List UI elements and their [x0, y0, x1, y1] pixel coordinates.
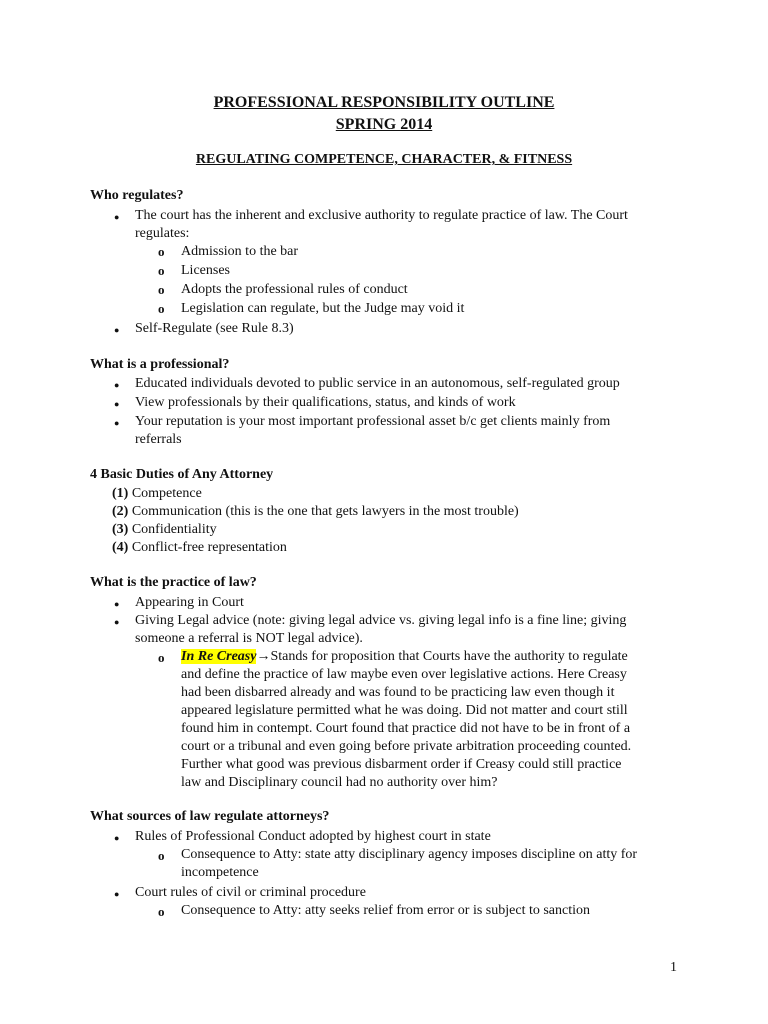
case-text: Stands for proposition that Courts have the authority to regulate: [270, 649, 628, 664]
bullet-icon: ●: [114, 889, 120, 899]
sub-list-item: Legislation can regulate, but the Judge may void it: [181, 301, 465, 316]
sub-list-item: Adopts the professional rules of conduct: [181, 282, 408, 297]
bullet-icon: ●: [114, 212, 120, 222]
case-line: had been disbarred already and was found to be practicing law even though it: [181, 685, 615, 700]
section-title: REGULATING COMPETENCE, CHARACTER, & FITNESS: [195, 152, 573, 167]
list-item-continued: someone a referral is NOT legal advice).: [135, 631, 363, 646]
sub-bullet-icon: o: [158, 301, 165, 316]
case-line: appeared legislature permitted what he was doing. Did not matter and court still: [181, 703, 628, 718]
duty-item: [112, 503, 519, 521]
heading-professional: What is a professional?: [90, 357, 230, 372]
duty-text: Communication (this is the one that gets lawyers in the most trouble): [131, 504, 519, 519]
sub-list-item: Consequence to Atty: state atty disciplinary agency imposes discipline on atty for: [181, 847, 638, 862]
duty-number: (4): [112, 540, 129, 555]
case-line: Further what good was previous disbarment order if Creasy could still practice: [181, 757, 622, 772]
duty-text: Competence: [131, 486, 202, 501]
sub-bullet-icon: o: [158, 650, 165, 665]
arrow-icon: →: [256, 649, 271, 664]
list-item: Educated individuals devoted to public service in an autonomous, self-regulated group: [135, 376, 620, 391]
duty-number: (3): [112, 522, 129, 537]
duty-number: (2): [112, 504, 129, 519]
bullet-icon: ●: [114, 833, 120, 843]
page-number: 1: [670, 960, 677, 975]
duty-text: Conflict-free representation: [131, 540, 287, 555]
sub-list-item: Admission to the bar: [181, 244, 299, 259]
sub-list-item: Consequence to Atty: atty seeks relief from error or is subject to sanction: [181, 903, 591, 918]
list-item: Appearing in Court: [135, 595, 244, 610]
bullet-icon: ●: [114, 325, 120, 335]
sub-bullet-icon: o: [158, 904, 165, 919]
list-item: Self-Regulate (see Rule 8.3): [135, 321, 294, 336]
heading-duties: 4 Basic Duties of Any Attorney: [90, 467, 274, 482]
document-title: PROFESSIONAL RESPONSIBILITY OUTLINE: [213, 94, 555, 111]
bullet-icon: ●: [114, 599, 120, 609]
case-name-highlight: In Re Creasy: [181, 649, 257, 664]
list-item: Rules of Professional Conduct adopted by highest court in state: [135, 829, 491, 844]
bullet-icon: ●: [114, 617, 120, 627]
bullet-icon: ●: [114, 380, 120, 390]
list-item: Court rules of civil or criminal procedure: [135, 885, 366, 900]
sub-bullet-icon: o: [158, 282, 165, 297]
heading-sources: What sources of law regulate attorneys?: [90, 809, 330, 824]
duty-item: [112, 521, 217, 539]
heading-who-regulates: Who regulates?: [90, 188, 184, 203]
list-item: View professionals by their qualifications, status, and kinds of work: [135, 395, 516, 410]
bullet-icon: ●: [114, 399, 120, 409]
list-item-continued: regulates:: [135, 226, 190, 241]
list-item-continued: referrals: [135, 432, 182, 447]
case-line: law and Disciplinary council had no authority over him?: [181, 775, 498, 790]
duty-number: (1): [112, 486, 129, 501]
list-item: Your reputation is your most important professional asset b/c get clients mainly from: [135, 414, 611, 429]
list-item: The court has the inherent and exclusive authority to regulate practice of law. The Court: [135, 208, 628, 223]
duty-text: Confidentiality: [131, 522, 217, 537]
case-line: court or a tribunal and even going before private arbitration proceeding counted.: [181, 739, 632, 754]
case-line: found him in contempt. Court found that practice did not have to be in front of a: [181, 721, 631, 736]
sub-list-item-continued: incompetence: [181, 865, 259, 880]
bullet-icon: ●: [114, 418, 120, 428]
case-line: [181, 648, 628, 666]
sub-bullet-icon: o: [158, 848, 165, 863]
list-item: Giving Legal advice (note: giving legal advice vs. giving legal info is a fine line; giving: [135, 613, 627, 628]
heading-practice: What is the practice of law?: [90, 575, 257, 590]
sub-bullet-icon: o: [158, 244, 165, 259]
duty-item: [112, 539, 287, 557]
sub-list-item: Licenses: [181, 263, 230, 278]
case-line: and define the practice of law maybe even over legislative actions. Here Creasy: [181, 667, 627, 682]
sub-bullet-icon: o: [158, 263, 165, 278]
document-term: SPRING 2014: [335, 116, 433, 133]
duty-item: [112, 485, 202, 503]
